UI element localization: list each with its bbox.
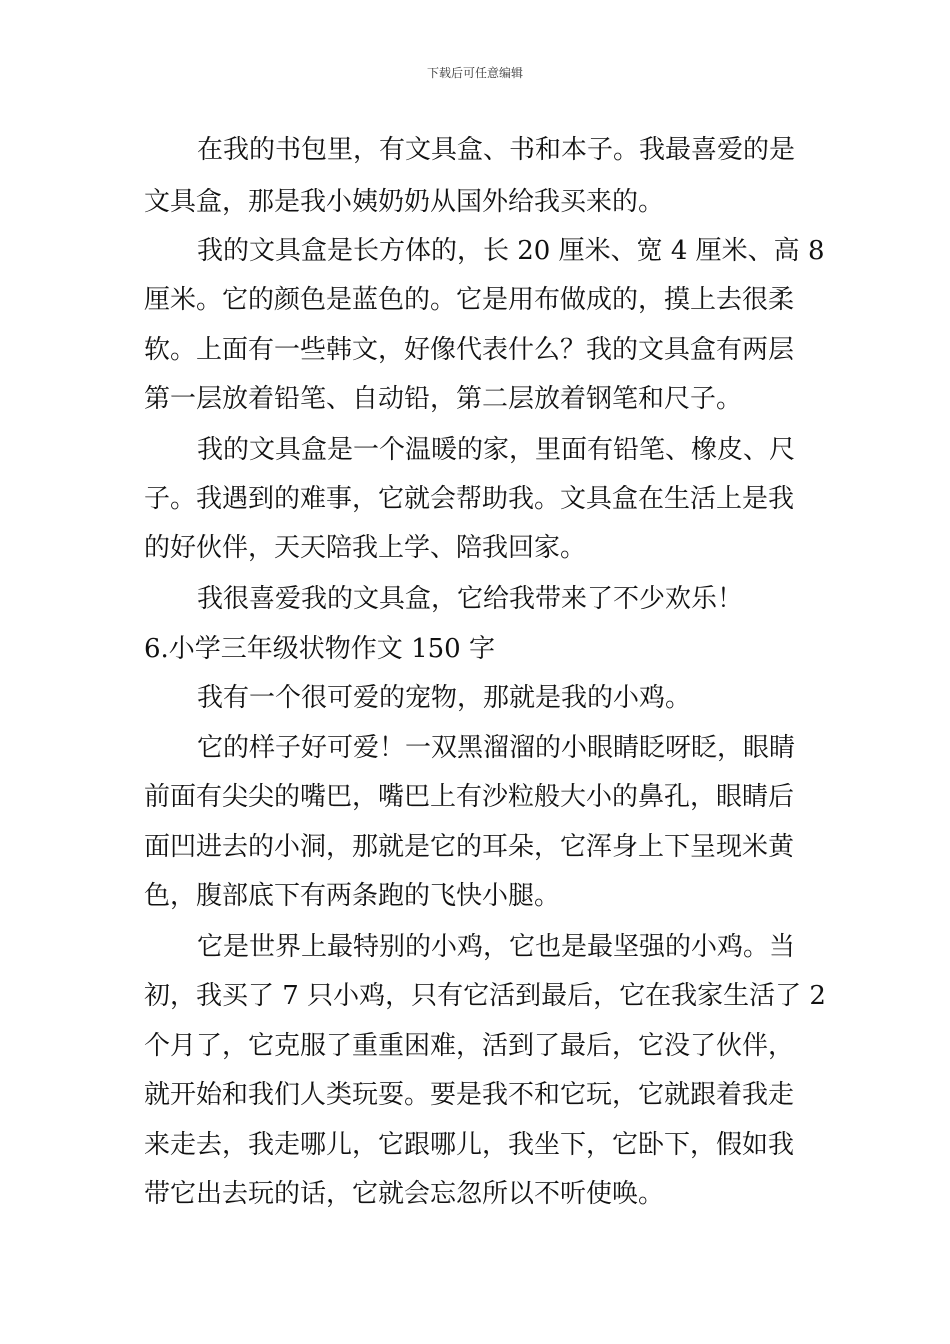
text-line: 带它出去玩的话，它就会忘忽所以不听使唤。 xyxy=(144,1179,665,1209)
text-line: 我有一个很可爱的宠物，那就是我的小鸡。 xyxy=(197,683,692,713)
text-line: 在我的书包里，有文具盒、书和本子。我最喜爱的是 xyxy=(197,135,796,165)
text-line: 我很喜爱我的文具盒，它给我带来了不少欢乐！ xyxy=(197,584,744,614)
text-line: 软。上面有一些韩文，好像代表什么？我的文具盒有两层 xyxy=(144,335,795,365)
text-line: 文具盒，那是我小姨奶奶从国外给我买来的。 xyxy=(144,187,665,217)
text-line: 初，我买了 7 只小鸡，只有它活到最后，它在我家生活了 2 xyxy=(144,981,826,1011)
text-line: 的好伙伴，天天陪我上学、陪我回家。 xyxy=(144,533,587,563)
text-line: 个月了，它克服了重重困难，活到了最后，它没了伙伴， xyxy=(144,1031,795,1061)
text-line: 我的文具盒是长方体的，长 20 厘米、宽 4 厘米、高 8 xyxy=(197,236,825,266)
text-line: 前面有尖尖的嘴巴，嘴巴上有沙粒般大小的鼻孔，眼睛后 xyxy=(144,782,795,812)
section-heading: 6.小学三年级状物作文 150 字 xyxy=(144,634,495,664)
text-line: 子。我遇到的难事，它就会帮助我。文具盒在生活上是我 xyxy=(144,484,795,514)
text-line: 我的文具盒是一个温暖的家，里面有铅笔、橡皮、尺 xyxy=(197,435,796,465)
text-line: 厘米。它的颜色是蓝色的。它是用布做成的，摸上去很柔 xyxy=(144,285,795,315)
text-line: 第一层放着铅笔、自动铅，第二层放着钢笔和尺子。 xyxy=(144,384,743,414)
text-line: 就开始和我们人类玩耍。要是我不和它玩，它就跟着我走 xyxy=(144,1080,795,1110)
text-line: 来走去，我走哪儿，它跟哪儿，我坐下，它卧下，假如我 xyxy=(144,1130,795,1160)
text-line: 面凹进去的小洞，那就是它的耳朵，它浑身上下呈现米黄 xyxy=(144,832,795,862)
page-header: 下载后可任意编辑 xyxy=(426,66,523,80)
text-line: 它是世界上最特别的小鸡，它也是最坚强的小鸡。当 xyxy=(197,932,796,962)
text-line: 它的样子好可爱！一双黑溜溜的小眼睛眨呀眨，眼睛 xyxy=(197,733,796,763)
text-line: 色，腹部底下有两条跑的飞快小腿。 xyxy=(144,881,561,911)
